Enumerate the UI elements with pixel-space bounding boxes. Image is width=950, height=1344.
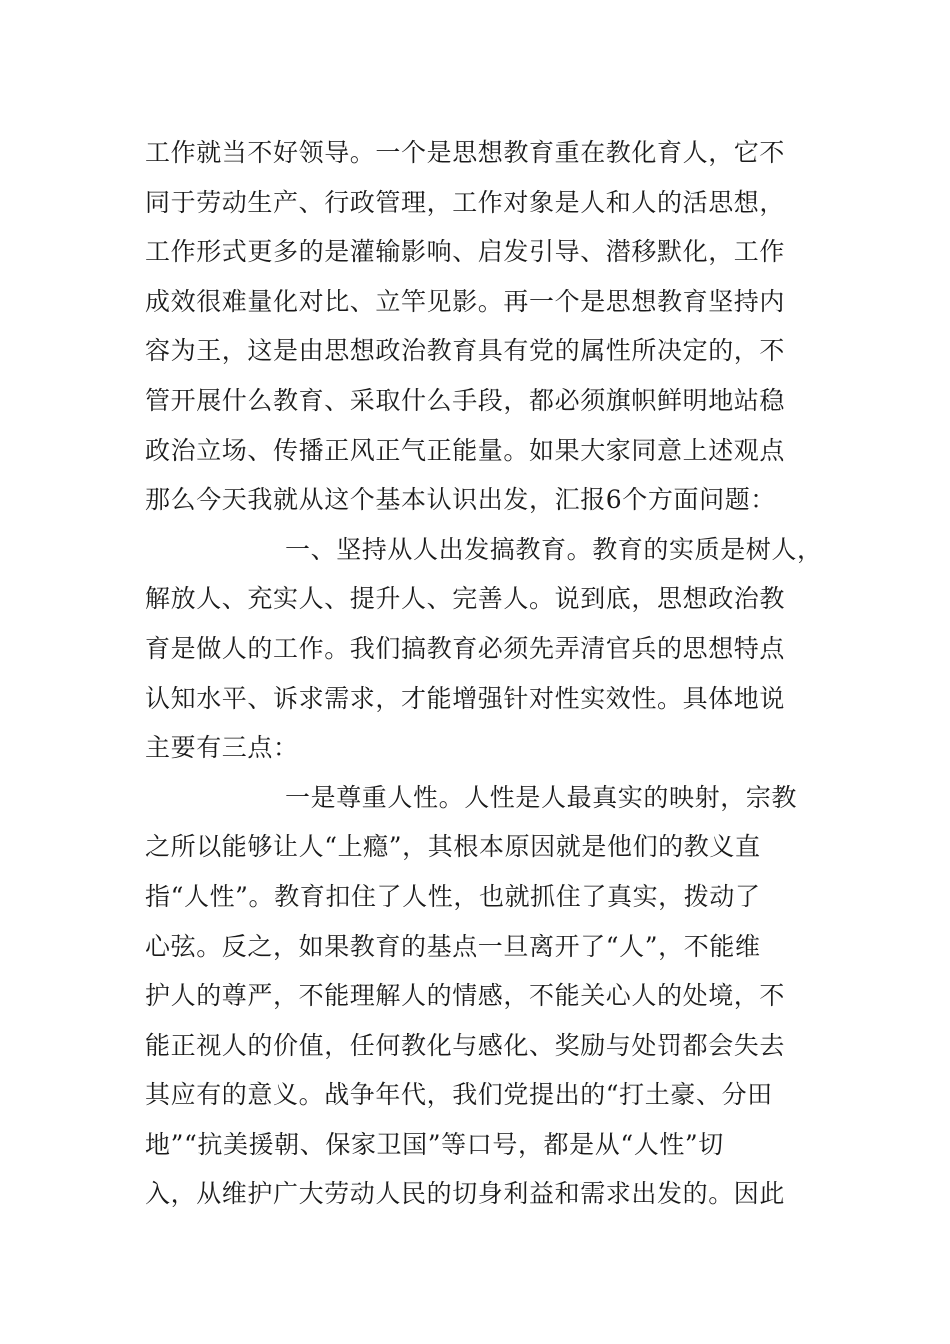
text-line: 能正视人的价值，任何教化与感化、奖励与处罚都会失去 bbox=[145, 1030, 786, 1060]
text-line: 成效很难量化对比、立竿见影。再一个是思想教育坚持内 bbox=[145, 286, 786, 316]
text-line: 认知水平、诉求需求，才能增强针对性实效性。具体地说 bbox=[145, 683, 786, 713]
text-line: 工作形式更多的是灌输影响、启发引导、潜移默化，工作 bbox=[145, 237, 786, 267]
subsection-heading-line: 一是尊重人性。人性是人最真实的映射，宗教 bbox=[285, 782, 798, 812]
text-line: 地”“抗美援朝、保家卫国”等口号，都是从“人性”切 bbox=[145, 1129, 724, 1159]
text-line: 主要有三点： bbox=[145, 733, 299, 763]
text-line: 其应有的意义。战争年代，我们党提出的“打土豪、分田 bbox=[145, 1080, 773, 1110]
text-line: 那么今天我就从这个基本认识出发，汇报6个方面问题： bbox=[145, 485, 776, 515]
text-line: 工作就当不好领导。一个是思想教育重在教化育人，它不 bbox=[145, 138, 786, 167]
text-line: 政治立场、传播正风正气正能量。如果大家同意上述观点 bbox=[145, 435, 786, 465]
text-line: 解放人、充实人、提升人、完善人。说到底，思想政治教 bbox=[145, 584, 786, 614]
text-line: 之所以能够让人“上瘾”，其根本原因就是他们的教义直 bbox=[145, 832, 761, 862]
text-line: 育是做人的工作。我们搞教育必须先弄清官兵的思想特点 bbox=[145, 633, 786, 663]
text-line: 入，从维护广大劳动人民的切身利益和需求出发的。因此 bbox=[145, 1179, 786, 1209]
section-heading-line: 一、坚持从人出发搞教育。教育的实质是树人， bbox=[285, 534, 823, 564]
text-line: 管开展什么教育、采取什么手段，都必须旗帜鲜明地站稳 bbox=[145, 385, 786, 415]
text-line: 容为王，这是由思想政治教育具有党的属性所决定的，不 bbox=[145, 336, 786, 366]
body-text bbox=[145, 128, 845, 1219]
text-line: 指“人性”。教育扣住了人性，也就抓住了真实，拨动了 bbox=[145, 881, 761, 911]
text-line: 同于劳动生产、行政管理，工作对象是人和人的活思想， bbox=[145, 187, 786, 217]
text-line: 护人的尊严，不能理解人的情感，不能关心人的处境，不 bbox=[145, 981, 786, 1011]
text-line: 心弦。反之，如果教育的基点一旦离开了“人”，不能维 bbox=[145, 931, 761, 961]
